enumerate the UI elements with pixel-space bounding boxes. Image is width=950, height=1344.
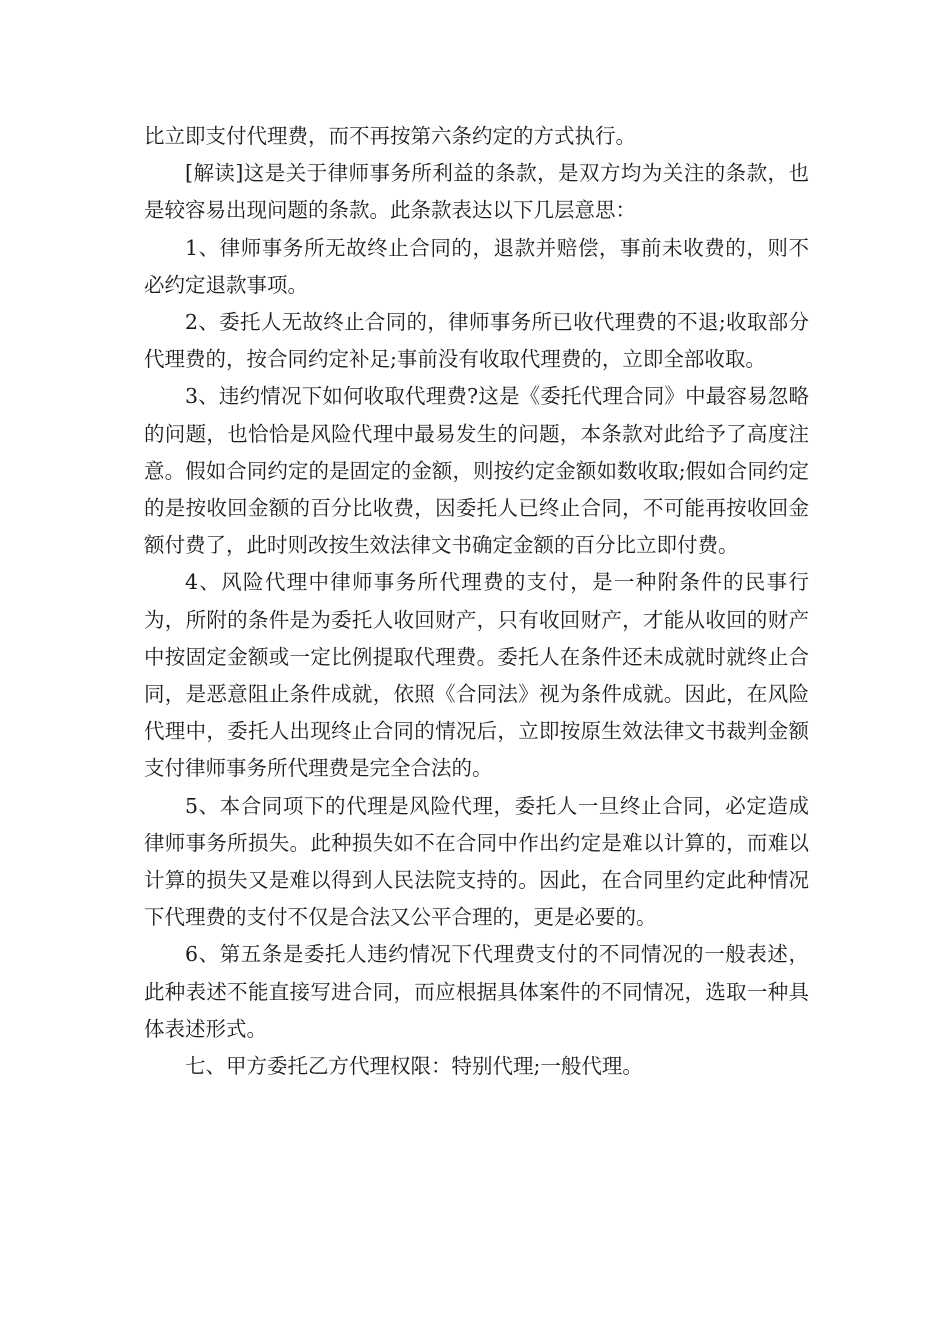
paragraph-point-1: 1、律师事务所无故终止合同的，退款并赔偿，事前未收费的，则不必约定退款事项。	[144, 235, 809, 297]
paragraph-point-5: 5、本合同项下的代理是风险代理，委托人一旦终止合同，必定造成律师事务所损失。此种损失如不在合同中作出约定是难以计算的，而难以计算的损失又是难以得到人民法院支持的。因此，在合同里约定此种情况下代理费的支付不仅是合法又公平合理的，更是必要的。	[144, 793, 809, 930]
paragraph-interpretation: [解读]这是关于律师事务所利益的条款，是双方均为关注的条款，也是较容易出现问题的条款。此条款表达以下几层意思：	[144, 161, 809, 223]
paragraph-point-3: 3、违约情况下如何收取代理费?这是《委托代理合同》中最容易忽略的问题，也恰恰是风险代理中最易发生的问题，本条款对此给予了高度注意。假如合同约定的是固定的金额，则按约定金额如数收取;假如合同约定的是按收回金额的百分比收费，因委托人已终止合同，不可能再按收回金额付费了，此时则改按生效法律文书确定金额的百分比立即付费。	[144, 384, 809, 558]
paragraph-point-6: 6、第五条是委托人违约情况下代理费支付的不同情况的一般表述，此种表述不能直接写进合同，而应根据具体案件的不同情况，选取一种具体表述形式。	[144, 942, 809, 1041]
paragraph-point-4: 4、风险代理中律师事务所代理费的支付，是一种附条件的民事行为，所附的条件是为委托人收回财产，只有收回财产，才能从收回的财产中按固定金额或一定比例提取代理费。委托人在条件还未成就时就终止合同，是恶意阻止条件成就，依照《合同法》视为条件成就。因此，在风险代理中，委托人出现终止合同的情况后，立即按原生效法律文书裁判金额支付律师事务所代理费是完全合法的。	[144, 570, 809, 781]
document-body	[144, 118, 809, 1085]
paragraph-continuation: 比立即支付代理费，而不再按第六条约定的方式执行。	[144, 124, 636, 148]
paragraph-section-7: 七、甲方委托乙方代理权限：特别代理;一般代理。	[185, 1054, 643, 1079]
paragraph-point-2: 2、委托人无故终止合同的，律师事务所已收代理费的不退;收取部分代理费的，按合同约定补足;事前没有收取代理费的，立即全部收取。	[144, 310, 809, 372]
